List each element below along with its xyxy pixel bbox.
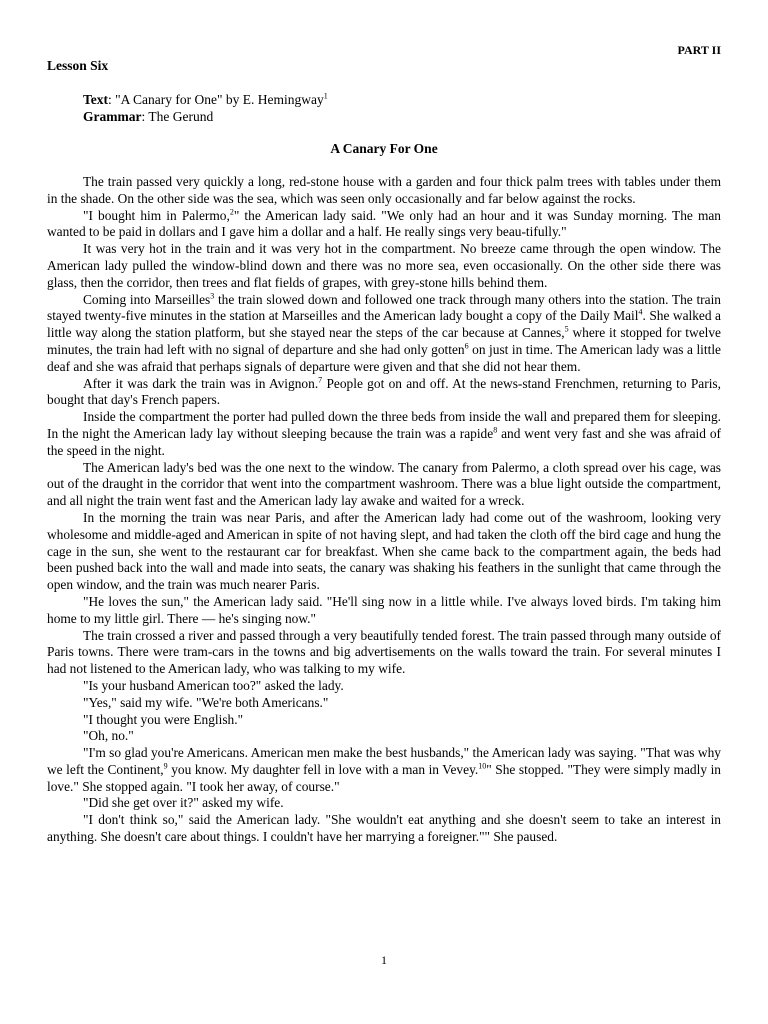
grammar-line: [83, 108, 328, 125]
lesson-heading: Lesson Six: [47, 58, 109, 73]
paragraph-text: the train slowed down and followed one track through many others into the station. The train stayed twenty-five minutes in the station at Marseilles and the American lady bought a copy of the Daily Mail: [47, 291, 722, 324]
footnote-ref: 8: [493, 425, 498, 435]
story-title: A Canary For One: [330, 141, 438, 156]
text-label: Text: [83, 92, 109, 107]
footnote-ref: 7: [318, 375, 323, 385]
text-value: : "A Canary for One" by E. Hemingway: [108, 92, 324, 107]
paragraph-text: " She stopped. "They were simply madly in love." She stopped again. "I took her away, of course.": [47, 761, 721, 794]
paragraph-text: Coming into Marseilles: [83, 291, 211, 307]
story-paragraph: [47, 241, 721, 291]
paragraph-text: People got on and off. At the news-stand Frenchmen, returning to Paris, bought that day's French papers.: [47, 375, 721, 408]
page-number: 1: [381, 953, 387, 967]
footnote-ref: 6: [464, 341, 469, 351]
story-paragraph: [47, 292, 721, 376]
paragraph-text: "I thought you were English.": [83, 711, 244, 727]
paragraph-text: The train passed very quickly a long, red-stone house with a garden and four thick palm trees with tables under them in the shade. On the other side was the sea, which was seen only occasionally and far below against the rocks.: [47, 174, 721, 206]
grammar-value: : The Gerund: [141, 109, 214, 124]
grammar-label: Grammar: [83, 109, 142, 124]
paragraph-text: In the morning the train was near Paris, and after the American lady had come out of the washroom, looking very wholesome and middle-aged and American in spite of not having slept, and had taken the cloth off the bird cage and hung the cage in the sun, she went to the restaurant car for breakfast. When she came back to the compartment again, the beds had been pushed back into the wall and made into seats, the canary was shaking his feathers in the sunlight that came through the open window, and the train was much nearer Paris.: [47, 509, 721, 593]
story-body: [47, 174, 721, 846]
story-paragraph: [47, 695, 721, 712]
paragraph-text: "I don't think so," said the American lady. "She wouldn't eat anything and she doesn't seem to take an interest in anything. She doesn't care about things. I couldn't have her marrying a foreigner."" She paused.: [47, 812, 721, 845]
story-paragraph: [47, 678, 721, 695]
story-paragraph: [47, 510, 721, 594]
story-paragraph: [47, 795, 721, 812]
paragraph-text: "I bought him in Palermo,: [83, 207, 230, 223]
paragraph-text: The American lady's bed was the one next to the window. The canary from Palermo, a cloth spread over his cage, was out of the draught in the corridor that went into the compartment washroom. There was a blue light outside the compartment, and all night the train went fast and the American lady lay awake and waited for a wreck.: [47, 459, 721, 509]
paragraph-text: "I'm so glad you're Americans. American men make the best husbands," the American lady was saying. "That was why we left the Continent,: [47, 745, 721, 777]
paragraph-text: "Yes," said my wife. "We're both Americans.": [83, 694, 329, 710]
paragraph-text: "Did she get over it?" asked my wife.: [83, 795, 284, 811]
lesson-meta: [83, 91, 328, 125]
paragraph-text: "He loves the sun," the American lady said. "He'll sing now in a little while. I've always loved birds. I'm taking him home to my little girl. There — he's singing now.": [47, 593, 721, 626]
story-paragraph: [47, 745, 721, 795]
footnote-ref: 4: [638, 307, 643, 317]
story-paragraph: [47, 174, 721, 208]
paragraph-text: The train crossed a river and passed through a very beautifully tended forest. The train passed through many outside of Paris towns. There were tram-cars in the towns and big advertisements on the walls toward the train. For several minutes I had not listened to the American lady, who was talking to my wife.: [47, 627, 721, 677]
paragraph-text: "Oh, no.": [83, 728, 134, 744]
text-footnote-ref: 1: [323, 91, 328, 101]
footnote-ref: 10: [478, 761, 487, 771]
footnote-ref: 3: [210, 291, 215, 301]
story-paragraph: [47, 594, 721, 628]
paragraph-text: where it stopped for twelve minutes, the train had left with no signal of departure and she had only gotten: [47, 325, 721, 357]
paragraph-text: It was very hot in the train and it was very hot in the compartment. No breeze came through the open window. The American lady pulled the window-blind down and there was no more sea, even occasionally. On the other side there was glass, then the corridor, then trees and flat fields of grapes, with grey-stone hills behind them.: [47, 241, 721, 290]
paragraph-text: you know. My daughter fell in love with a man in Vevey.: [167, 761, 479, 777]
part-label: PART II: [677, 43, 721, 57]
story-paragraph: [47, 628, 721, 678]
paragraph-text: "Is your husband American too?" asked the lady.: [83, 677, 344, 693]
paragraph-text: " the American lady said. "We only had an hour and it was Sunday morning. The man wanted to be paid in dollars and I gave him a dollar and a half. He really sings very beau-tifully.": [47, 207, 722, 240]
story-paragraph: [47, 409, 721, 459]
story-paragraph: [47, 712, 721, 729]
footnote-ref: 5: [564, 324, 569, 334]
story-paragraph: [47, 460, 721, 510]
paragraph-text: . She walked a little way along the station platform, but she stayed near the steps of the car because at Cannes,: [47, 308, 721, 341]
text-line: [83, 91, 328, 108]
footnote-ref: 2: [229, 207, 234, 217]
story-paragraph: [47, 812, 721, 846]
story-paragraph: [47, 208, 721, 242]
story-paragraph: [47, 728, 721, 745]
story-paragraph: [47, 376, 721, 410]
paragraph-text: Inside the compartment the porter had pulled down the three beds from inside the wall and prepared them for sleeping. In the night the American lady lay without sleeping because the train was a rapide: [47, 409, 721, 441]
paragraph-text: After it was dark the train was in Avignon.: [83, 375, 319, 391]
paragraph-text: and went very fast and she was afraid of the speed in the night.: [47, 425, 721, 458]
footnote-ref: 9: [163, 761, 168, 771]
paragraph-text: on just in time. The American lady was a little deaf and she was afraid that perhaps signals of departure were given and that she did not hear them.: [47, 341, 721, 374]
